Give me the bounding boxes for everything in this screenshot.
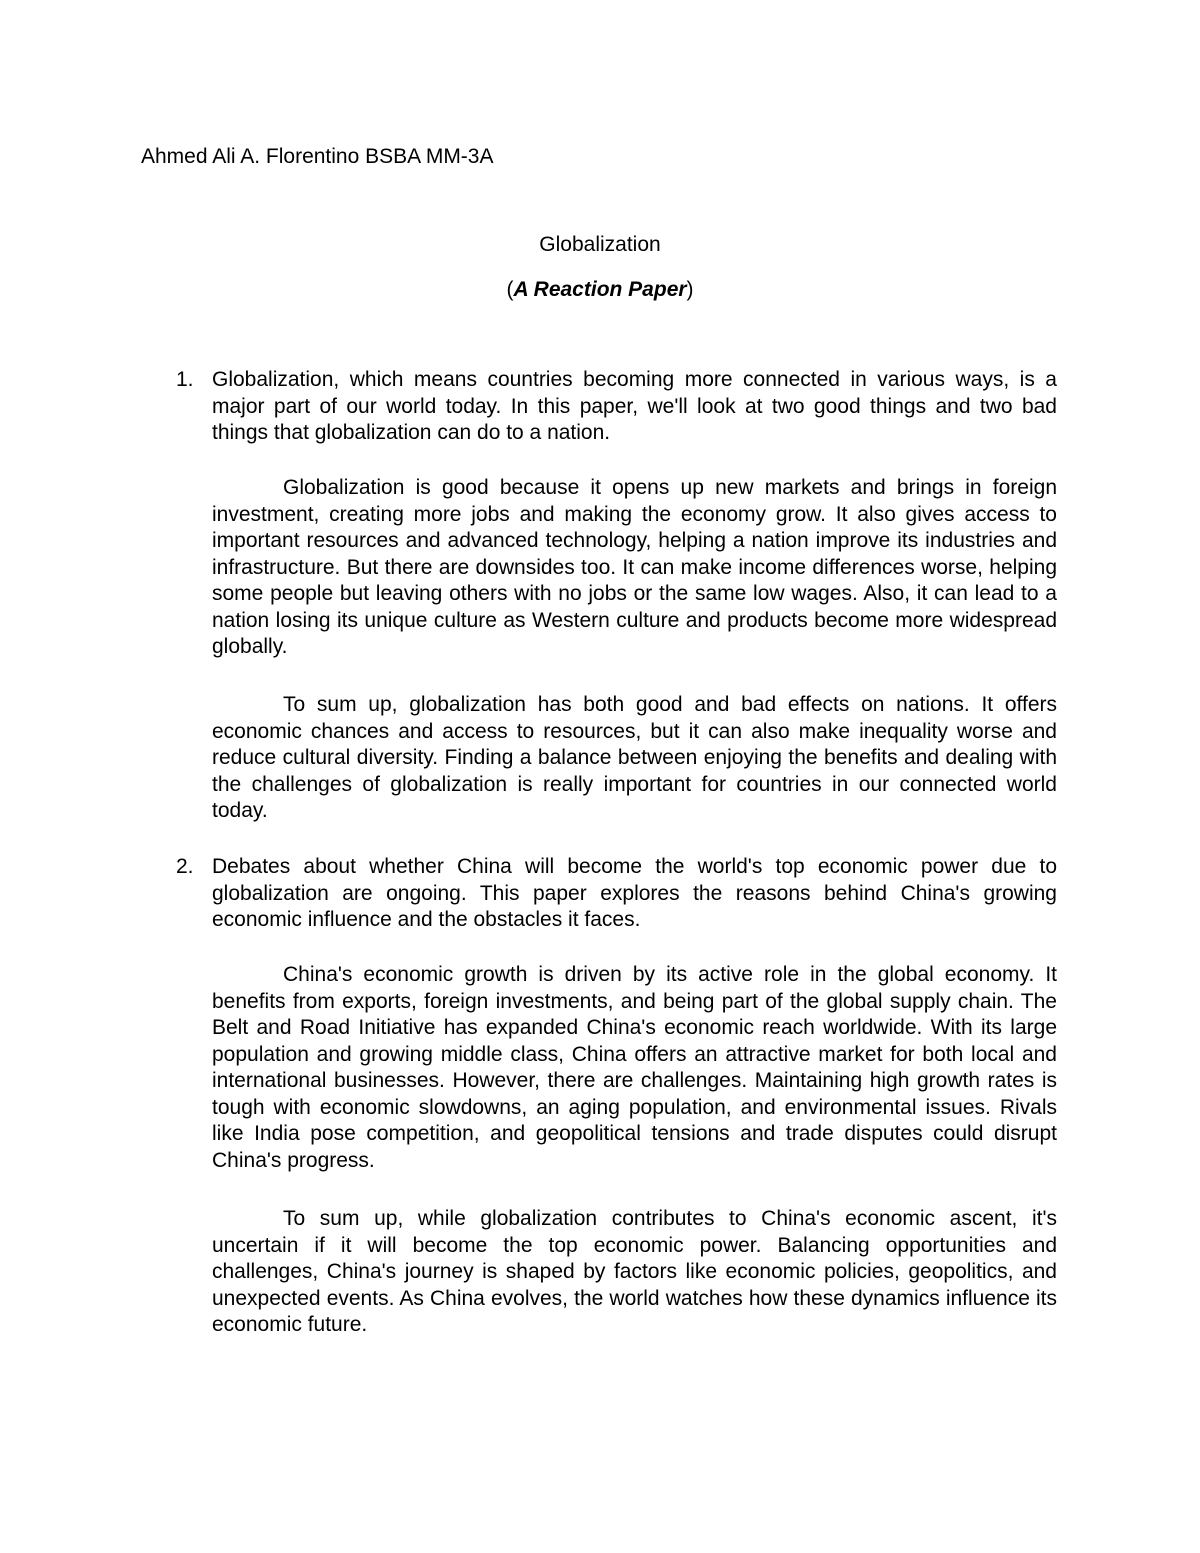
list-item-number: 2.: [176, 855, 194, 878]
paragraph-body: China's economic growth is driven by its active role in the global economy. It benefits from exports, foreign investments, and being part of the global supply chain. The Belt and Road Initiative has expanded China's economic reach worldwide. With its large population and growing middle class, China offers an attractive market for both local and international businesses. However, there are challenges. Maintaining high growth rates is tough with economic slowdowns, an aging population, and environmental issues. Rivals like India pose competition, and geopolitical tensions and trade disputes could disrupt China's progress.: [212, 963, 1057, 1172]
subtitle-text: A Reaction Paper: [513, 278, 687, 301]
subtitle-open-paren: (: [506, 278, 514, 301]
author-line: Ahmed Ali A. Florentino BSBA MM-3A: [141, 145, 494, 168]
paragraph-intro: Debates about whether China will become the world's top economic power due to globalization are ongoing. This paper explores the reasons behind China's growing economic influence and the obstacles it faces.: [212, 855, 1057, 931]
document-subtitle: [0, 277, 1200, 303]
subtitle-close-paren: ): [686, 278, 694, 301]
document-title: Globalization: [539, 233, 661, 256]
list-item-number: 1.: [176, 368, 194, 391]
paragraph-body: Globalization is good because it opens up new markets and brings in foreign investment, creating more jobs and making the economy grow. It also gives access to important resources and advanced technology, helping a nation improve its industries and infrastructure. But there are downsides too. It can make income differences worse, helping some people but leaving others with no jobs or the same low wages. Also, it can lead to a nation losing its unique culture as Western culture and products become more widespread globally.: [212, 476, 1057, 658]
paragraph-conclusion: To sum up, globalization has both good and bad effects on nations. It offers economic chances and access to resources, but it can also make inequality worse and reduce cultural diversity. Finding a balance between enjoying the benefits and dealing with the challenges of globalization is really important for countries in our connected world today.: [212, 693, 1057, 822]
paragraph-intro: Globalization, which means countries becoming more connected in various ways, is a major part of our world today. In this paper, we'll look at two good things and two bad things that globalization can do to a nation.: [212, 368, 1057, 444]
paragraph-conclusion: To sum up, while globalization contributes to China's economic ascent, it's uncertain if it will become the top economic power. Balancing opportunities and challenges, China's journey is shaped by factors like economic policies, geopolitics, and unexpected events. As China evolves, the world watches how these dynamics influence its economic future.: [212, 1207, 1057, 1336]
